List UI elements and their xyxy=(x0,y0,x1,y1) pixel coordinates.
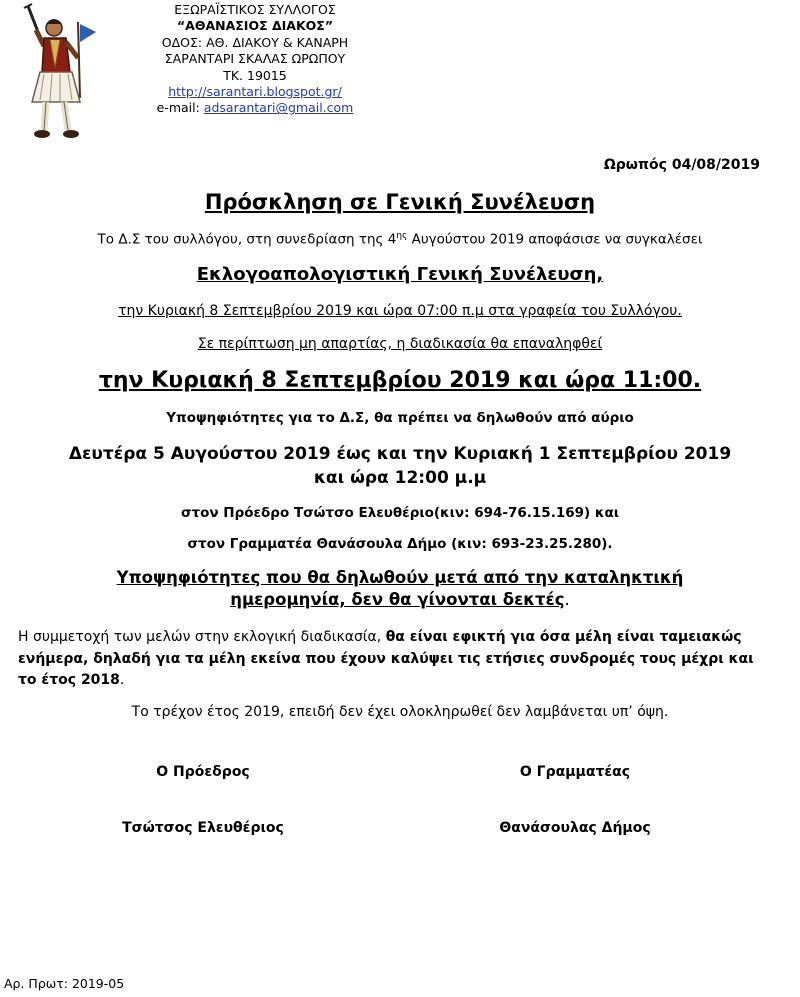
deadline-warning xyxy=(0,567,800,611)
intro-superscript: ης xyxy=(396,231,408,241)
association-postcode: ΤΚ. 19015 xyxy=(223,67,287,83)
website-link[interactable]: http://sarantari.blogspot.gr/ xyxy=(168,84,342,100)
protocol-number: Αρ. Πρωτ: 2019-05 xyxy=(4,976,125,991)
assembly-name: Εκλογοαπολογιστική Γενική Συνέλευση, xyxy=(196,264,604,285)
participation-paragraph xyxy=(18,627,758,692)
association-logo xyxy=(14,2,98,142)
repeat-date-line: την Κυριακή 8 Σεπτεμβρίου 2019 και ώρα 11:00. xyxy=(98,368,702,393)
quorum-line: Σε περίπτωση μη απαρτίας, η διαδικασία θα επαναληφθεί xyxy=(197,336,603,352)
deadline-warning-end: . xyxy=(564,590,570,609)
intro-text-start: Το Δ.Σ του συλλόγου, στη συνεδρίαση της 4 xyxy=(97,231,397,248)
candidates-line: Υποψηφιότητες για το Δ.Σ, θα πρέπει να δηλωθούν από αύριο xyxy=(166,410,634,426)
page-title: Πρόσκληση σε Γενική Συνέλευση xyxy=(204,190,596,214)
candidacy-period xyxy=(0,442,800,490)
email-link[interactable]: adsarantari@gmail.com xyxy=(203,100,354,116)
secretary-contact: στον Γραμματέα Θανάσουλα Δήμο (κιν: 693-23.25.280). xyxy=(187,536,613,552)
secretary-title: Ο Γραμματέας xyxy=(519,764,631,780)
email-label: e-mail: xyxy=(156,100,204,116)
participation-end: . xyxy=(119,672,125,688)
deadline-warning-line-2: ημερομηνία, δεν θα γίνονται δεκτές xyxy=(230,590,565,609)
intro-text-end: Αυγούστου 2019 αποφάσισε να συγκαλέσει xyxy=(407,231,703,248)
association-header xyxy=(100,2,410,117)
period-line-2: και ώρα 12:00 μ.μ xyxy=(313,468,487,488)
secretary-name: Θανάσουλας Δήμος xyxy=(499,820,651,836)
period-line-1: Δευτέρα 5 Αυγούστου 2019 έως και την Κυριακή 1 Σεπτεμβρίου 2019 xyxy=(68,444,732,464)
president-contact: στον Πρόεδρο Τσώτσο Ελευθέριο(κιν: 694-76.15.169) και xyxy=(180,505,619,521)
participation-text: Η συμμετοχή των μελών στην εκλογική διαδικασία, xyxy=(18,629,386,645)
association-name: “ΑΘΑΝΑΣΙΟΣ ΔΙΑΚΟΣ” xyxy=(176,18,334,34)
current-year-note: Το τρέχον έτος 2019, επειδή δεν έχει ολοκληρωθεί δεν λαμβάνεται υπ’ όψη. xyxy=(131,704,669,720)
participation-condition: θα είναι εφικτή για όσα μέλη είναι ταμειακώς ενήμερα, δηλαδή για τα μέλη εκείνα που έχουν καλύψει τις ετήσιες συνδρομές τους μέχρι και το έτος 2018 xyxy=(18,629,754,688)
first-date-line: την Κυριακή 8 Σεπτεμβρίου 2019 και ώρα 07:00 π.μ στα γραφεία του Συλλόγου. xyxy=(118,303,682,319)
intro-line xyxy=(0,231,800,248)
association-type: ΕΞΩΡΑΪΣΤΙΚΟΣ ΣΥΛΛΟΓΟΣ xyxy=(174,2,336,17)
diakos-figure-icon xyxy=(14,2,98,142)
association-street: ΟΔΟΣ: ΑΘ. ΔΙΑΚΟΥ & ΚΑΝΑΡΗ xyxy=(161,34,349,50)
date-line: Ωρωπός 04/08/2019 xyxy=(603,157,760,173)
deadline-warning-line-1: Υποψηφιότητες που θα δηλωθούν μετά από την καταληκτική xyxy=(116,568,684,587)
association-area: ΣΑΡΑΝΤΑΡΙ ΣΚΑΛΑΣ ΩΡΩΠΟΥ xyxy=(164,51,346,67)
president-name: Τσώτσος Ελευθέριος xyxy=(122,820,284,836)
president-title: Ο Πρόεδρος xyxy=(156,764,250,780)
